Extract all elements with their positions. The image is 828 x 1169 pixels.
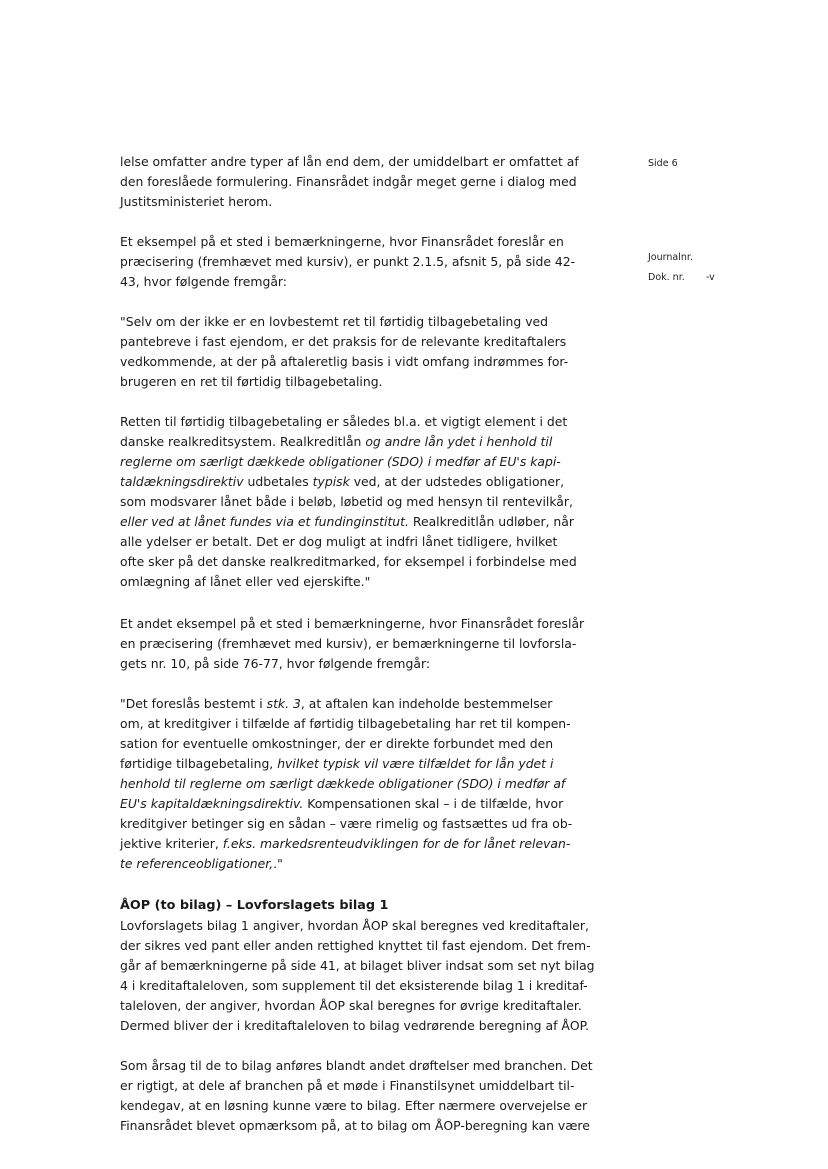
text-run: danske realkreditsystem. Realkreditlån bbox=[120, 434, 366, 449]
text-line: om, at kreditgiver i tilfælde af førtidig tilbagebetaling har ret til kompen- bbox=[120, 716, 571, 731]
text-line: Som årsag til de to bilag anføres blandt andet drøftelser med branchen. Det bbox=[120, 1058, 593, 1073]
text-line: en præcisering (fremhævet med kursiv), er bemærkningerne til lovforsla- bbox=[120, 636, 577, 651]
text-run: ved, at der udstedes obligationer, bbox=[349, 474, 565, 489]
paragraph-1 bbox=[120, 152, 620, 212]
text-line bbox=[120, 694, 620, 714]
text-line: vedkommende, at der på aftaleretlig basis i vidt omfang indrømmes for- bbox=[120, 354, 569, 369]
text-line: Lovforslagets bilag 1 angiver, hvordan ÅOP skal beregnes ved kreditaftaler, bbox=[120, 918, 589, 933]
text-line bbox=[120, 512, 620, 532]
text-line bbox=[120, 834, 620, 854]
text-line: lelse omfatter andre typer af lån end dem, der umiddelbart er omfattet af bbox=[120, 154, 579, 169]
text-line: omlægning af lånet eller ved ejerskifte." bbox=[120, 574, 371, 589]
text-line: Dermed bliver der i kreditaftaleloven to bilag vedrørende beregning af ÅOP. bbox=[120, 1018, 590, 1033]
text-line: Finansrådet blevet opmærksom på, at to bilag om ÅOP-beregning kan være bbox=[120, 1118, 590, 1133]
text-line bbox=[120, 432, 620, 452]
text-line: sation for eventuelle omkostninger, der er direkte forbundet med den bbox=[120, 736, 554, 751]
paragraph-5 bbox=[120, 1056, 620, 1136]
document-body bbox=[120, 152, 620, 1156]
section-heading: ÅOP (to bilag) – Lovforslagets bilag 1 bbox=[120, 898, 389, 913]
text-line: "Selv om der ikke er en lovbestemt ret til førtidig tilbagebetaling ved bbox=[120, 314, 549, 329]
italic-text: hvilket typisk vil være tilfældet for lån ydet i bbox=[277, 756, 554, 771]
text-run: ." bbox=[273, 856, 283, 871]
page-number: Side 6 bbox=[648, 158, 678, 169]
paragraph-4 bbox=[120, 916, 620, 1036]
text-line: den foreslåede formulering. Finansrådet indgår meget gerne i dialog med bbox=[120, 174, 577, 189]
italic-text: f.eks. markedsrenteudviklingen for de for lånet relevan- bbox=[222, 836, 571, 851]
text-line: Justitsministeriet herom. bbox=[120, 194, 273, 209]
text-line bbox=[120, 472, 620, 492]
italic-text: taldækningsdirektiv bbox=[120, 474, 244, 489]
italic-text: og andre lån ydet i henhold til bbox=[365, 434, 553, 449]
text-line: kendegav, at en løsning kunne være to bilag. Efter nærmere overvejelse er bbox=[120, 1098, 588, 1113]
text-line: Et eksempel på et sted i bemærkningerne, hvor Finansrådet foreslår en bbox=[120, 234, 564, 249]
italic-text: EU's kapitaldækningsdirektiv. bbox=[120, 796, 304, 811]
quote-3 bbox=[120, 694, 620, 874]
text-line bbox=[120, 794, 620, 814]
text-line: brugeren en ret til førtidig tilbagebetaling. bbox=[120, 374, 383, 389]
text-run: Realkreditlån udløber, når bbox=[408, 514, 574, 529]
italic-text: reglerne om særligt dækkede obligationer (SDO) i medfør af EU's kapi- bbox=[120, 454, 561, 469]
text-line: er rigtigt, at dele af branchen på et møde i Finanstilsynet umiddelbart til- bbox=[120, 1078, 575, 1093]
text-run: , at aftalen kan indeholde bestemmelser bbox=[300, 696, 553, 711]
italic-text: eller ved at lånet fundes via et fundinginstitut. bbox=[120, 514, 409, 529]
text-line: som modsvarer lånet både i beløb, løbetid og med hensyn til rentevilkår, bbox=[120, 494, 573, 509]
text-line bbox=[120, 854, 620, 874]
italic-text: typisk bbox=[312, 474, 350, 489]
italic-text: henhold til reglerne om særligt dækkede obligationer (SDO) i medfør af bbox=[120, 776, 566, 791]
text-run: førtidige tilbagebetaling, bbox=[120, 756, 278, 771]
text-line: 4 i kreditaftaleloven, som supplement til det eksisterende bilag 1 i kreditaf- bbox=[120, 978, 588, 993]
text-line: alle ydelser er betalt. Det er dog muligt at indfri lånet tidligere, hvilket bbox=[120, 534, 558, 549]
journal-number-label: Journalnr. bbox=[648, 252, 693, 263]
text-line: præcisering (fremhævet med kursiv), er punkt 2.1.5, afsnit 5, på side 42- bbox=[120, 254, 576, 269]
text-line: Retten til førtidig tilbagebetaling er således bl.a. et vigtigt element i det bbox=[120, 414, 568, 429]
text-run: "Det foreslås bestemt i bbox=[120, 696, 267, 711]
document-number-value: -v bbox=[706, 272, 715, 283]
paragraph-3 bbox=[120, 614, 620, 674]
text-line: kreditgiver betinger sig en sådan – være rimelig og fastsættes ud fra ob- bbox=[120, 816, 573, 831]
text-line: 43, hvor følgende fremgår: bbox=[120, 274, 287, 289]
italic-text: stk. 3 bbox=[266, 696, 301, 711]
text-line: der sikres ved pant eller anden rettighed knyttet til fast ejendom. Det frem- bbox=[120, 938, 591, 953]
text-run: jektive kriterier, bbox=[120, 836, 223, 851]
text-run: udbetales bbox=[243, 474, 313, 489]
text-line: pantebreve i fast ejendom, er det praksis for de relevante kreditaftalers bbox=[120, 334, 567, 349]
text-line: går af bemærkningerne på side 41, at bilaget bliver indsat som set nyt bilag bbox=[120, 958, 595, 973]
text-line: ofte sker på det danske realkreditmarked, for eksempel i forbindelse med bbox=[120, 554, 577, 569]
quote-1 bbox=[120, 312, 620, 392]
text-line: gets nr. 10, på side 76-77, hvor følgende fremgår: bbox=[120, 656, 431, 671]
quote-2 bbox=[120, 412, 620, 592]
text-line: taleloven, der angiver, hvordan ÅOP skal beregnes for øvrige kreditaftaler. bbox=[120, 998, 582, 1013]
text-line: Et andet eksempel på et sted i bemærkningerne, hvor Finansrådet foreslår bbox=[120, 616, 585, 631]
italic-text: te referenceobligationer, bbox=[120, 856, 274, 871]
text-run: Kompensationen skal – i de tilfælde, hvor bbox=[303, 796, 564, 811]
document-number-label: Dok. nr. bbox=[648, 272, 685, 283]
text-line bbox=[120, 754, 620, 774]
paragraph-2 bbox=[120, 232, 620, 292]
